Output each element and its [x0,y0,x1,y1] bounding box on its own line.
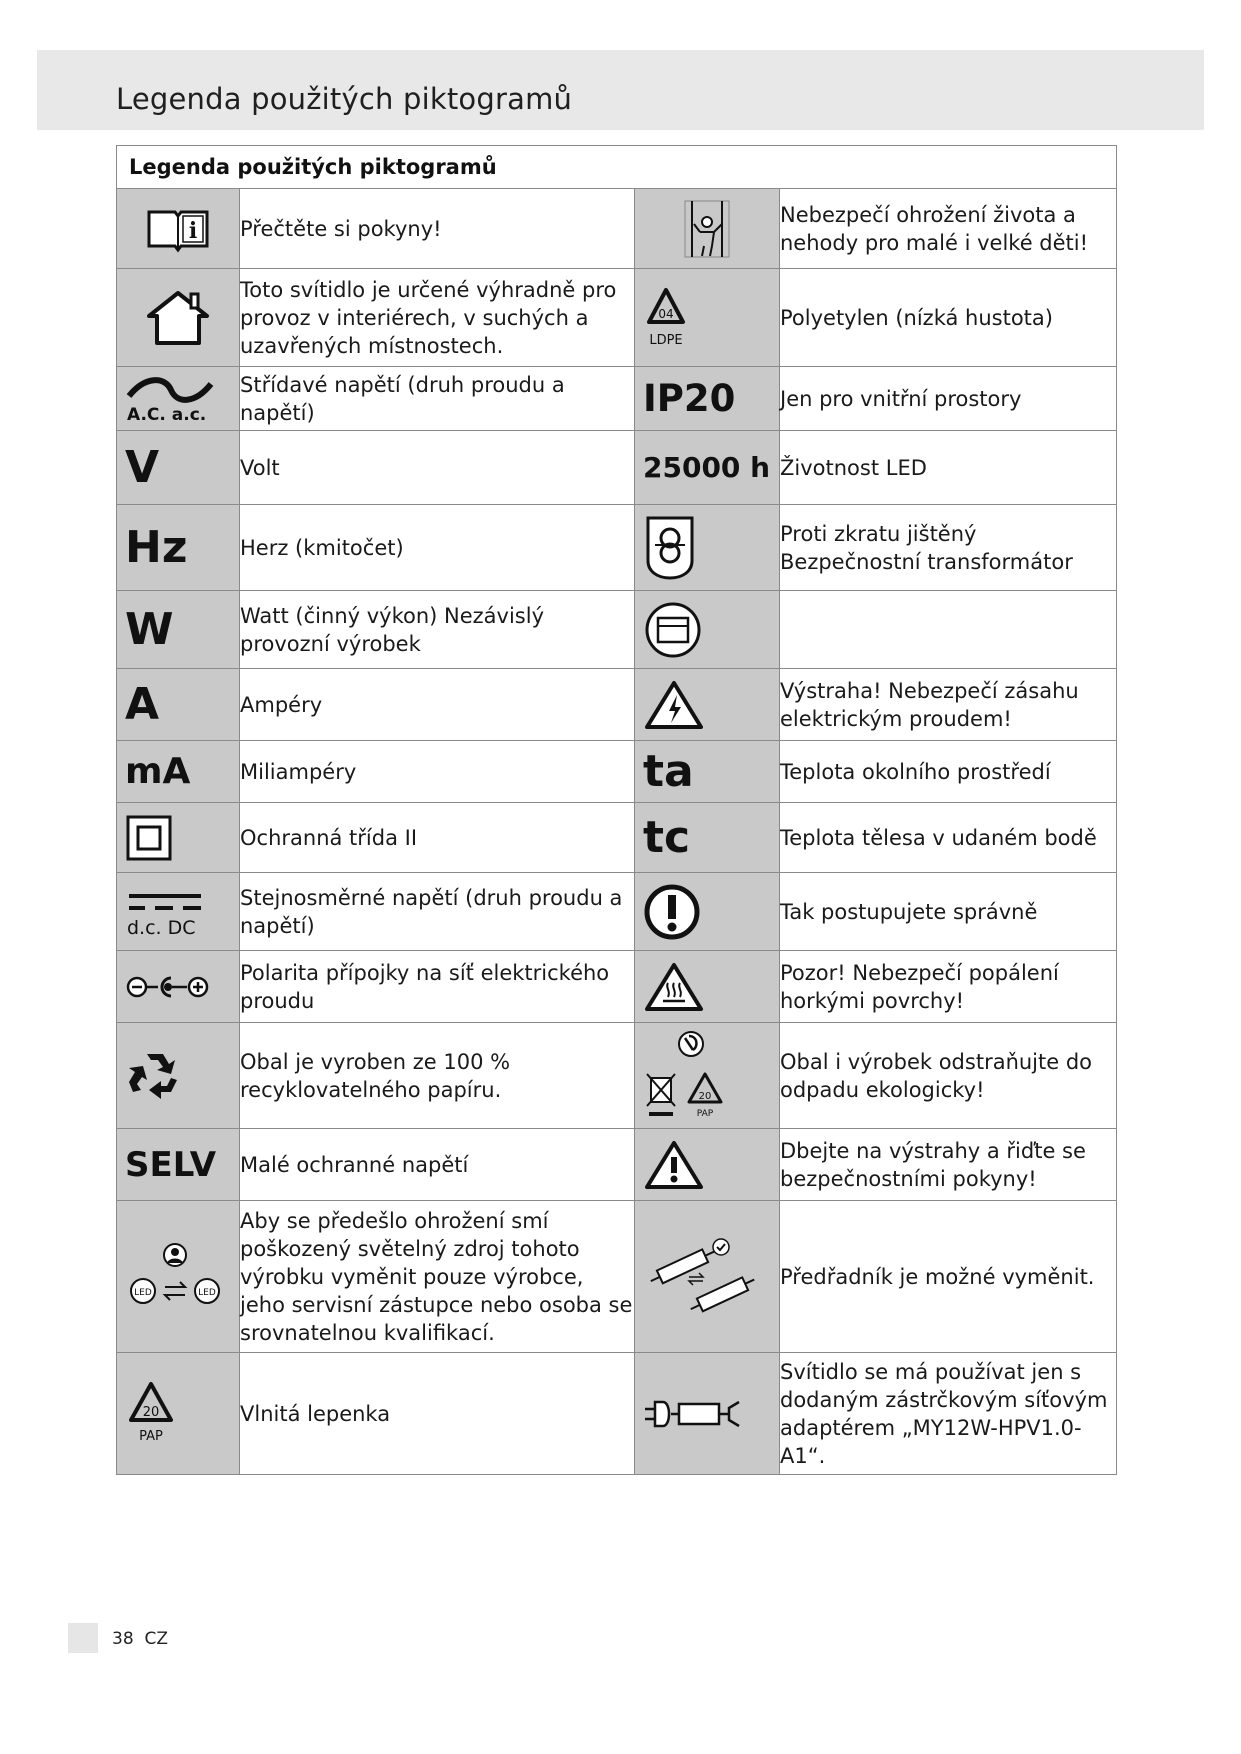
selv-symbol: SELV [117,1129,240,1201]
read-instructions-icon [117,189,240,269]
description: Ochranná třída II [240,803,635,873]
table-row [117,1023,1117,1129]
page-number: 38 CZ [112,1629,168,1649]
description: Jen pro vnitřní prostory [780,367,1117,431]
lifetime-symbol: 25000 h [635,431,780,505]
svg-text:i: i [188,217,198,244]
table-row [117,873,1117,951]
page-marker [68,1623,98,1653]
plug-adapter-icon [635,1353,780,1475]
ambient-temperature-symbol: ta [635,741,780,803]
table-row [117,803,1117,873]
description: Miliampéry [240,741,635,803]
recycle-ldpe-icon [635,269,780,367]
hot-surface-warning-icon [635,951,780,1023]
table-row [117,741,1117,803]
table-row [117,431,1117,505]
recycle-code: 20 [698,1090,712,1102]
recycle-code: 04 [658,306,674,321]
description: Ampéry [240,669,635,741]
dc-icon [117,873,240,951]
led-replace-icon [117,1201,240,1353]
exclamation-circle-icon [635,873,780,951]
table-row [117,189,1117,269]
independent-device-icon [635,591,780,669]
child-danger-icon [635,189,780,269]
eco-disposal-icon [635,1023,780,1129]
volt-symbol: V [117,431,240,505]
table-row [117,1129,1117,1201]
table-caption-row [117,146,1117,189]
description: Vlnitá lepenka [240,1353,635,1475]
table-row [117,367,1117,431]
table-caption: Legenda použitých piktogramů [117,146,1117,189]
description: Stejnosměrné napětí (druh proudu a napětí) [240,873,635,951]
table-row [117,951,1117,1023]
dc-label: d.c. DC [127,916,196,939]
table-row [117,1353,1117,1475]
electric-shock-warning-icon [635,669,780,741]
hertz-symbol: Hz [117,505,240,591]
description: Obal i výrobek odstraňujte do odpadu ekologicky! [780,1023,1117,1129]
ac-label: A.C. a.c. [127,404,207,424]
description: Tak postupujete správně [780,873,1117,951]
description: Výstraha! Nebezpečí zásahu elektrickým proudem! [780,669,1117,741]
recycle-code: 20 [142,1404,160,1420]
description: Volt [240,431,635,505]
description: Životnost LED [780,431,1117,505]
description: Polarita přípojky na síť elektrického proudu [240,951,635,1023]
table-row [117,1201,1117,1353]
ip20-symbol: IP20 [635,367,780,431]
polarity-icon [117,951,240,1023]
table-row [117,591,1117,669]
description: Teplota tělesa v udaném bodě [780,803,1117,873]
table-row [117,669,1117,741]
table-row [117,505,1117,591]
description: Aby se předešlo ohrožení smí poškozený světelný zdroj tohoto výrobku vyměnit pouze výrobce, jeho servisní zástupce nebo osoba se srovnatelnou kvalifikací. [240,1201,635,1353]
description: Watt (činný výkon) Nezávislý provozní výrobek [240,591,635,669]
description: Toto svítidlo je určené výhradně pro provoz v interiérech, v suchých a uzavřených místnostech. [240,269,635,367]
led-label: LED [134,1287,152,1298]
recycle-label: PAP [139,1428,163,1444]
general-warning-icon [635,1129,780,1201]
description: Polyetylen (nízká hustota) [780,269,1117,367]
description: Malé ochranné napětí [240,1129,635,1201]
description: Střídavé napětí (druh proudu a napětí) [240,367,635,431]
watt-symbol: W [117,591,240,669]
ac-icon [117,367,240,431]
case-temperature-symbol: tc [635,803,780,873]
description [780,591,1117,669]
page-title: Legenda použitých piktogramů [116,82,573,116]
led-label: LED [198,1287,216,1298]
description: Nebezpečí ohrožení života a nehody pro malé i velké děti! [780,189,1117,269]
description: Teplota okolního prostředí [780,741,1117,803]
recycle-label: PAP [696,1108,714,1119]
description: Předřadník je možné vyměnit. [780,1201,1117,1353]
description: Herz (kmitočet) [240,505,635,591]
recycle-label: LDPE [649,332,683,348]
description: Pozor! Nebezpečí popálení horkými povrchy! [780,951,1117,1023]
description: Obal je vyroben ze 100 % recyklovatelného papíru. [240,1023,635,1129]
recycle-pap-icon [117,1353,240,1475]
description: Přečtěte si pokyny! [240,189,635,269]
safety-transformer-icon [635,505,780,591]
description: Proti zkratu jištěný Bezpečnostní transformátor [780,505,1117,591]
recycle-arrows-icon [117,1023,240,1129]
protection-class-2-icon [117,803,240,873]
description: Dbejte na výstrahy a řiďte se bezpečnostními pokyny! [780,1129,1117,1201]
table-row [117,269,1117,367]
milliampere-symbol: mA [117,741,240,803]
indoor-house-icon [117,269,240,367]
description: Svítidlo se má používat jen s dodaným zástrčkovým síťovým adaptérem „MY12W-HPV1.0-A1“. [780,1353,1117,1475]
ballast-replace-icon [635,1201,780,1353]
pictogram-legend-table [116,145,1117,1475]
ampere-symbol: A [117,669,240,741]
